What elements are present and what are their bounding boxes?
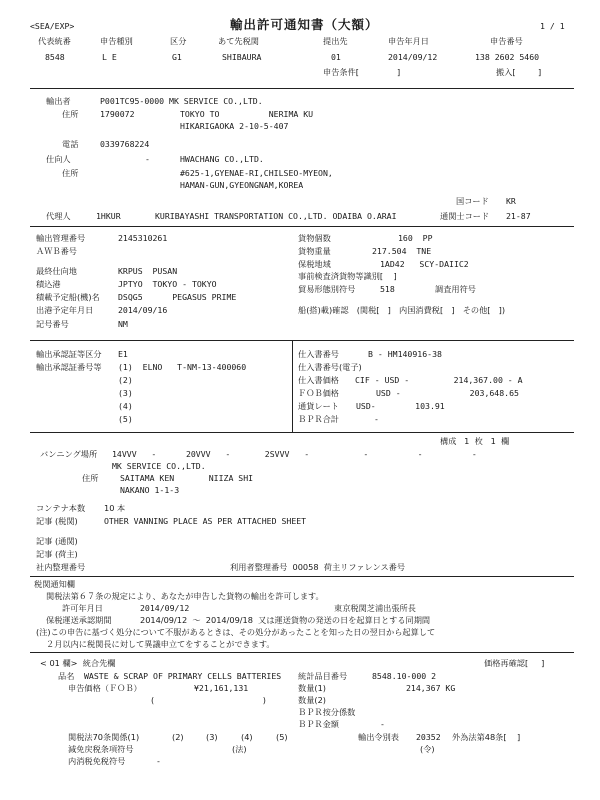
divider	[30, 652, 574, 653]
user-reference: 利用者整理番号 00058 荷主リファレンス番号	[230, 562, 406, 572]
label-reduction-code: 減免戻税条項符号	[68, 744, 134, 754]
approval-number-1: (1) ELNO T-NM-13-400060	[118, 362, 247, 372]
page-title: 輸出許可通知書（大額）	[230, 17, 379, 32]
exchange-rate: USD- 103.91	[356, 401, 445, 411]
decl-type: L E	[102, 52, 117, 62]
label-decl-date: 申告年月日	[388, 36, 429, 46]
label-qty2: 数量(2)	[298, 695, 326, 705]
item-name: WASTE & SCRAP OF PRIMARY CELLS BATTERIES	[84, 671, 282, 681]
loading-port: JPTYO TOKYO - TOKYO	[118, 279, 217, 289]
vessel: DSQG5 PEGASUS PRIME	[118, 292, 237, 302]
label-survey-code: 調査用符号	[435, 284, 476, 294]
inner-tax-exempt: -	[156, 756, 161, 766]
label-e-invoice: 仕入書番号(電子)	[298, 362, 362, 372]
bpr-amount: -	[380, 719, 385, 729]
invoice-number: B - HM140916-38	[368, 349, 442, 359]
label-consignee: 仕向人	[46, 154, 71, 164]
label-vanning-place: バンニング場所	[40, 449, 98, 459]
permit-date: 2014/09/12	[140, 603, 190, 613]
consignee-dash: -	[145, 154, 150, 164]
exporter-tel: 0339768224	[100, 139, 150, 149]
label-customs-law-70: 関税法70条関係(1)	[68, 732, 140, 742]
consignee-addr1: #625-1,GYENAE-RI,CHILSEO-MYEON,	[180, 168, 333, 178]
exporter-addr2: HIKARIGAOKA 2-10-5-407	[180, 121, 289, 131]
label-vessel: 積載予定船(機)名	[36, 292, 100, 302]
agent-name: KURIBAYASHI TRANSPORTATION CO.,LTD. ODAIBA O.ARAI	[155, 211, 397, 221]
label-carry-in: 搬入[	[496, 67, 516, 77]
label-qty1: 数量(1)	[298, 683, 326, 693]
vanning-name: MK SERVICE CO.,LTD.	[112, 461, 206, 471]
declared-price: ¥21,161,131	[194, 683, 249, 693]
reduction-law: (法)	[232, 744, 247, 754]
label-bpr-total: ＢＰＲ合計	[298, 414, 339, 424]
carry-in-close: ]	[538, 67, 542, 77]
label-approval-class: 輸出承認証等区分	[36, 349, 102, 359]
label-permit-date: 許可年月日	[62, 603, 103, 613]
destination: KRPUS PUSAN	[118, 266, 178, 276]
label-bonded-area: 保税地域	[298, 259, 331, 269]
customs-office: SHIBAURA	[222, 52, 262, 62]
approval-class: E1	[118, 349, 128, 359]
customs-heading: 税関通知欄	[34, 579, 75, 589]
trade-type: 518	[380, 284, 395, 294]
pre-inspected-flag: 事前検査済貨物等識別[ ]	[298, 271, 397, 281]
submit-to: 01	[331, 52, 341, 62]
label-exchange-rate: 通貨レート	[298, 401, 339, 411]
label-category: 区分	[170, 36, 187, 46]
label-export-order-table: 輸出令別表	[358, 732, 399, 742]
qty1: 214,367 KG	[406, 683, 456, 693]
mgmt-number: 2145310261	[118, 233, 168, 243]
label-decl-number: 申告番号	[490, 36, 523, 46]
item-row-header: < 01 欄> 統合先欄	[40, 658, 116, 668]
label-internal-ref: 社内整理番号	[36, 562, 86, 572]
exporter-name: P001TC95-0000 MK SERVICE CO.,LTD.	[100, 96, 263, 106]
label-country-code: 国コード	[456, 196, 489, 206]
divider	[30, 88, 574, 89]
bpr-total: -	[374, 414, 379, 424]
label-bonded-period: 保税運送承認期間	[46, 615, 112, 625]
law-70-5: (5)	[276, 732, 288, 742]
exporter-zip: 1790072	[100, 109, 135, 119]
container-count: 10 本	[104, 503, 126, 513]
fob-price: USD - 203,648.65	[376, 388, 519, 398]
export-order-table: 20352	[416, 732, 441, 742]
label-destination: 最終仕向地	[36, 266, 77, 276]
customs-office-head: 東京税関芝浦出張所長	[334, 603, 416, 613]
law-70-3: (3)	[206, 732, 218, 742]
exporter-addr1: TOKYO TO NERIMA KU	[180, 109, 314, 119]
price-recheck: 価格再確認[ ]	[484, 658, 545, 668]
vanning-addr2: NAKANO 1-1-3	[120, 485, 180, 495]
country-code: KR	[506, 196, 516, 206]
label-decl-cond: 申告条件[	[323, 67, 359, 77]
approval-number-4: (4)	[118, 401, 133, 411]
label-stat-code: 統計品目番号	[298, 671, 348, 681]
label-tel: 電話	[62, 139, 79, 149]
law-70-4: (4)	[241, 732, 253, 742]
approval-number-3: (3)	[118, 388, 133, 398]
label-vanning-address: 住所	[82, 473, 99, 483]
reduction-order: (令)	[420, 744, 435, 754]
vessel-confirmation: 船(搭)載)確認 (関税[ ] 内国消費税[ ] その他[ ])	[298, 305, 506, 315]
composition: 構成 1 枚 1 欄	[440, 436, 510, 446]
paren-close: )	[262, 695, 267, 705]
label-loading-port: 積込港	[36, 279, 61, 289]
label-consignee-address: 住所	[62, 168, 79, 178]
label-decl-type: 申告種別	[100, 36, 133, 46]
divider	[30, 432, 574, 433]
customs-permit-statement: 関税法第６７条の規定により、あなたが申告した貨物の輸出を許可します。	[46, 591, 324, 601]
label-container-count: コンテナ本数	[36, 503, 86, 513]
note-customs: OTHER VANNING PLACE AS PER ATTACHED SHEET	[104, 516, 307, 526]
label-exporter: 輸出者	[46, 96, 71, 106]
appeal-note-2: ２月以内に税関長に対して異議申立てをすることができます。	[46, 639, 275, 649]
bonded-area: 1AD42 SCY-DAIIC2	[380, 259, 469, 269]
label-broker-code: 通関士コード	[440, 211, 490, 221]
invoice-price: CIF - USD - 214,367.00 - A	[355, 375, 523, 385]
label-marks: 記号番号	[36, 319, 69, 329]
agent-code: 1HKUR	[96, 211, 121, 221]
label-bpr-amount: ＢＰＲ金額	[298, 719, 339, 729]
label-note-broker: 記事 (通関)	[36, 536, 78, 546]
column-divider	[292, 341, 293, 432]
pieces: 160 PP	[398, 233, 433, 243]
forex-law-48: 外為法第48条[ ]	[452, 732, 521, 742]
category: G1	[172, 52, 182, 62]
vanning-place: 14VVV - 20VVV - 2SVVV - - - -	[112, 449, 477, 459]
weight: 217.504 TNE	[372, 246, 432, 256]
label-pieces: 貨物個数	[298, 233, 331, 243]
label-approval-number: 輸出承認証番号等	[36, 362, 102, 372]
divider	[30, 226, 574, 227]
form-tag: <SEA/EXP>	[30, 21, 75, 31]
marks: NM	[118, 319, 128, 329]
decl-date: 2014/09/12	[388, 52, 438, 62]
page-number: 1 / 1	[540, 21, 565, 31]
approval-number-5: (5)	[118, 414, 133, 424]
bonded-period: 2014/09/12 ～ 2014/09/18 又は運送貨物の発送の日を起算日とする同期間	[140, 615, 431, 625]
decl-cond-close: ]	[397, 67, 401, 77]
label-rep-number: 代表統番	[38, 36, 71, 46]
consignee-addr2: HAMAN-GUN,GYEONGNAM,KOREA	[180, 180, 304, 190]
label-weight: 貨物重量	[298, 246, 331, 256]
label-declared-price: 申告価格（ＦＯＢ）	[68, 683, 142, 693]
label-note-customs: 記事 (税関)	[36, 516, 78, 526]
label-bpr-coef: ＢＰＲ按分係数	[298, 707, 356, 717]
label-mgmt-number: 輸出管理番号	[36, 233, 86, 243]
label-submit: 提出先	[323, 36, 348, 46]
vanning-addr1: SAITAMA KEN NIIZA SHI	[120, 473, 254, 483]
label-item-name: 品名	[58, 671, 75, 681]
appeal-note-1: (注)この申告に基づく処分について不服があるときは、その処分があったことを知った日の翌日から起算して	[36, 627, 436, 637]
rep-number: 8548	[45, 52, 65, 62]
divider	[30, 576, 574, 577]
consignee-name: HWACHANG CO.,LTD.	[180, 154, 264, 164]
law-70-2: (2)	[172, 732, 184, 742]
label-fob-price: ＦＯＢ価格	[298, 388, 339, 398]
stat-code: 8548.10-000 2	[372, 671, 437, 681]
label-awb: ＡＷＢ番号	[36, 246, 77, 256]
divider	[30, 340, 574, 341]
label-note-shipper: 記事 (荷主)	[36, 549, 78, 559]
label-exporter-address: 住所	[62, 109, 79, 119]
departure-date: 2014/09/16	[118, 305, 168, 315]
approval-number-2: (2)	[118, 375, 133, 385]
label-customs: あて先税関	[218, 36, 259, 46]
label-departure-date: 出港予定年月日	[36, 305, 94, 315]
broker-code: 21-87	[506, 211, 531, 221]
paren-open: (	[150, 695, 155, 705]
label-invoice-price: 仕入書価格	[298, 375, 339, 385]
decl-number: 138 2602 5460	[475, 52, 540, 62]
label-inner-tax-exempt: 内消税免税符号	[68, 756, 126, 766]
label-agent: 代理人	[46, 211, 71, 221]
label-trade-type: 貿易形態別符号	[298, 284, 356, 294]
label-invoice-number: 仕入書番号	[298, 349, 339, 359]
